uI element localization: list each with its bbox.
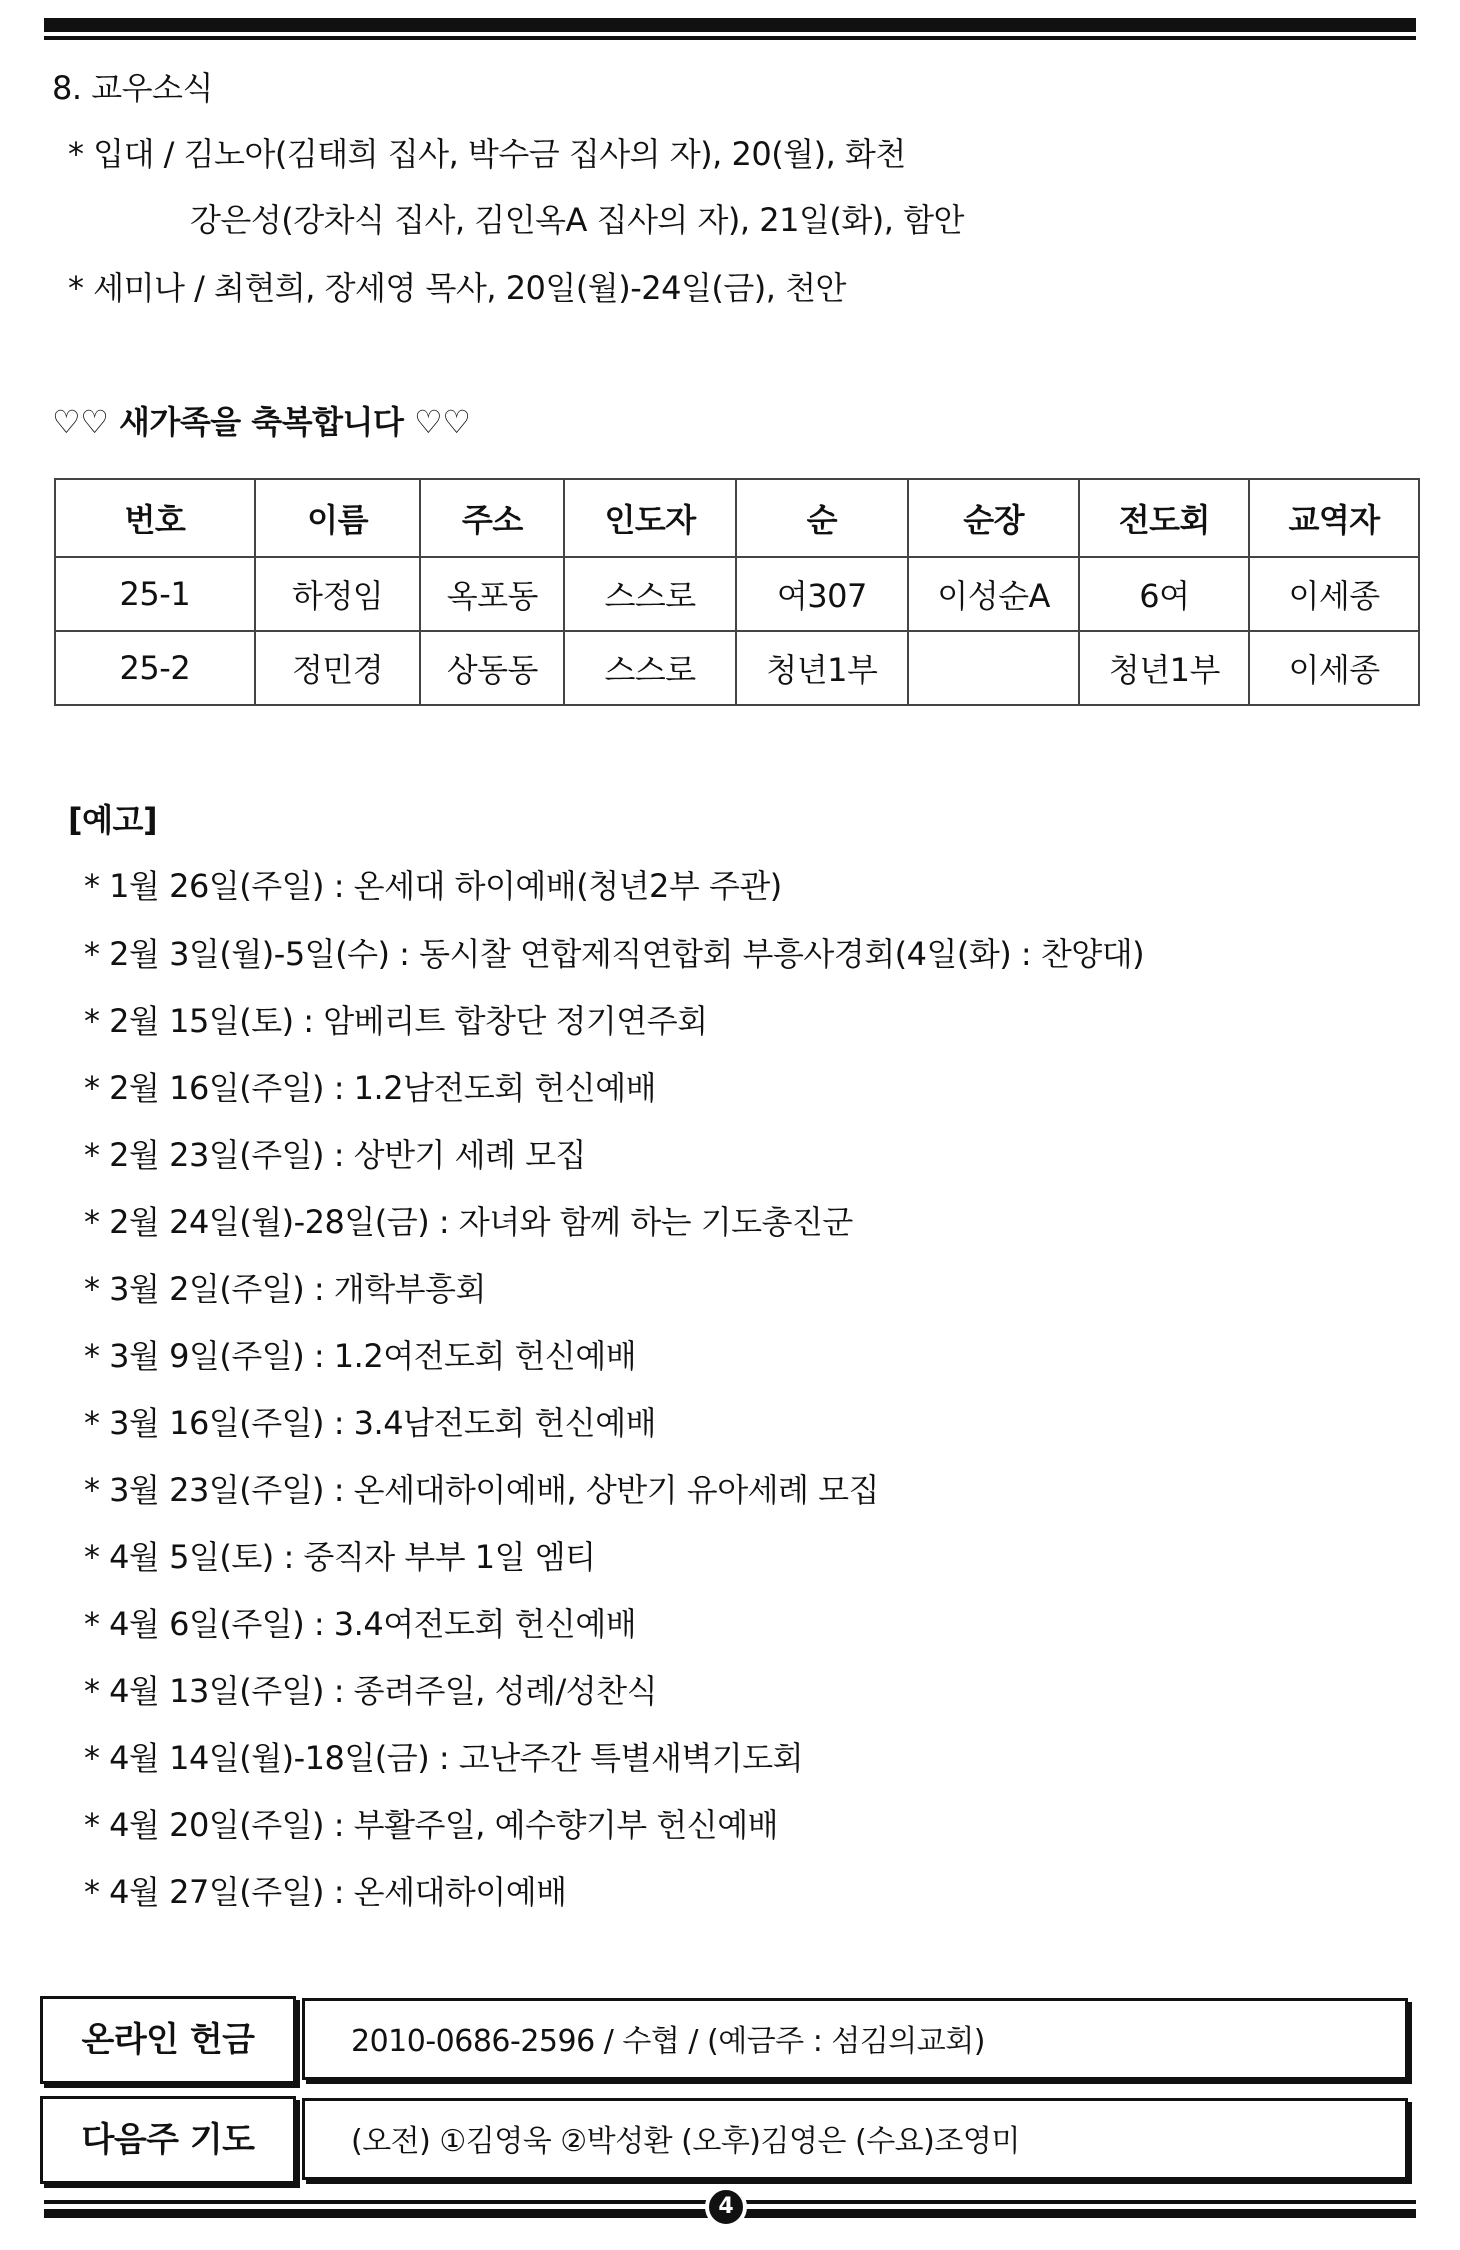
schedule-item: * 3월 2일(주일) : 개학부흥회 — [84, 1270, 486, 1308]
new-family-heading: ♡♡ 새가족을 축복합니다 ♡♡ — [52, 403, 471, 441]
cell-pastor: 이세종 — [1249, 557, 1419, 631]
schedule-item: * 3월 9일(주일) : 1.2여전도회 헌신예배 — [84, 1337, 637, 1375]
schedule-item: * 2월 15일(토) : 암베리트 합창단 정기연주회 — [84, 1002, 708, 1040]
cell-mission-society: 청년1부 — [1079, 631, 1249, 705]
schedule-heading: [예고] — [68, 801, 158, 839]
cell-guide: 스스로 — [564, 557, 736, 631]
schedule-item: * 2월 23일(주일) : 상반기 세례 모집 — [84, 1136, 586, 1174]
online-offering-label: 온라인 헌금 — [40, 1996, 296, 2084]
notice-line-2: 강은성(강차식 집사, 김인옥A 집사의 자), 21일(화), 함안 — [190, 201, 964, 239]
header-mission-society: 전도회 — [1079, 479, 1249, 557]
cell-guide: 스스로 — [564, 631, 736, 705]
next-week-prayer-label: 다음주 기도 — [40, 2096, 296, 2184]
cell-mission-society: 6여 — [1079, 557, 1249, 631]
cell-group: 여307 — [736, 557, 908, 631]
cell-group-leader: 이성순A — [908, 557, 1080, 631]
schedule-item: * 4월 14일(월)-18일(금) : 고난주간 특별새벽기도회 — [84, 1739, 804, 1777]
schedule-item: * 4월 27일(주일) : 온세대하이예배 — [84, 1873, 567, 1911]
header-group-leader: 순장 — [908, 479, 1080, 557]
header-guide: 인도자 — [564, 479, 736, 557]
next-week-prayer-value: (오전) ①김영욱 ②박성환 (오후)김영은 (수요)조영미 — [302, 2098, 1408, 2180]
schedule-item: * 2월 3일(월)-5일(수) : 동시찰 연합제직연합회 부흥사경회(4일(화) : 찬양대) — [84, 935, 1145, 973]
cell-address: 옥포동 — [420, 557, 564, 631]
schedule-item: * 1월 26일(주일) : 온세대 하이예배(청년2부 주관) — [84, 867, 782, 905]
schedule-item: * 4월 5일(토) : 중직자 부부 1일 엠티 — [84, 1538, 596, 1576]
top-rule — [44, 18, 1416, 32]
online-offering-value: 2010-0686-2596 / 수협 / (예금주 : 섬김의교회) — [302, 1998, 1408, 2080]
schedule-item: * 2월 16일(주일) : 1.2남전도회 헌신예배 — [84, 1069, 657, 1107]
header-group: 순 — [736, 479, 908, 557]
cell-name: 정민경 — [255, 631, 421, 705]
table-row — [55, 557, 1419, 631]
table-header-row — [55, 479, 1419, 557]
schedule-item: * 4월 20일(주일) : 부활주일, 예수향기부 헌신예배 — [84, 1806, 779, 1844]
cell-number: 25-1 — [55, 557, 255, 631]
table-row — [55, 631, 1419, 705]
header-pastor: 교역자 — [1249, 479, 1419, 557]
header-number: 번호 — [55, 479, 255, 557]
new-family-table — [54, 478, 1420, 706]
cell-group: 청년1부 — [736, 631, 908, 705]
header-address: 주소 — [420, 479, 564, 557]
notice-line-1: * 입대 / 김노아(김태희 집사, 박수금 집사의 자), 20(월), 화천 — [68, 135, 906, 173]
header-name: 이름 — [255, 479, 421, 557]
cell-name: 하정임 — [255, 557, 421, 631]
schedule-item: * 4월 6일(주일) : 3.4여전도회 헌신예배 — [84, 1605, 637, 1643]
cell-address: 상동동 — [420, 631, 564, 705]
schedule-item: * 3월 23일(주일) : 온세대하이예배, 상반기 유아세례 모집 — [84, 1471, 879, 1509]
page-number: 4 — [705, 2186, 747, 2228]
notice-line-3: * 세미나 / 최현희, 장세영 목사, 20일(월)-24일(금), 천안 — [68, 269, 846, 307]
cell-group-leader — [908, 631, 1080, 705]
notice-title: 8. 교우소식 — [52, 69, 213, 107]
cell-pastor: 이세종 — [1249, 631, 1419, 705]
schedule-item: * 4월 13일(주일) : 종려주일, 성례/성찬식 — [84, 1672, 657, 1710]
schedule-item: * 3월 16일(주일) : 3.4남전도회 헌신예배 — [84, 1404, 657, 1442]
schedule-item: * 2월 24일(월)-28일(금) : 자녀와 함께 하는 기도총진군 — [84, 1203, 853, 1241]
cell-number: 25-2 — [55, 631, 255, 705]
